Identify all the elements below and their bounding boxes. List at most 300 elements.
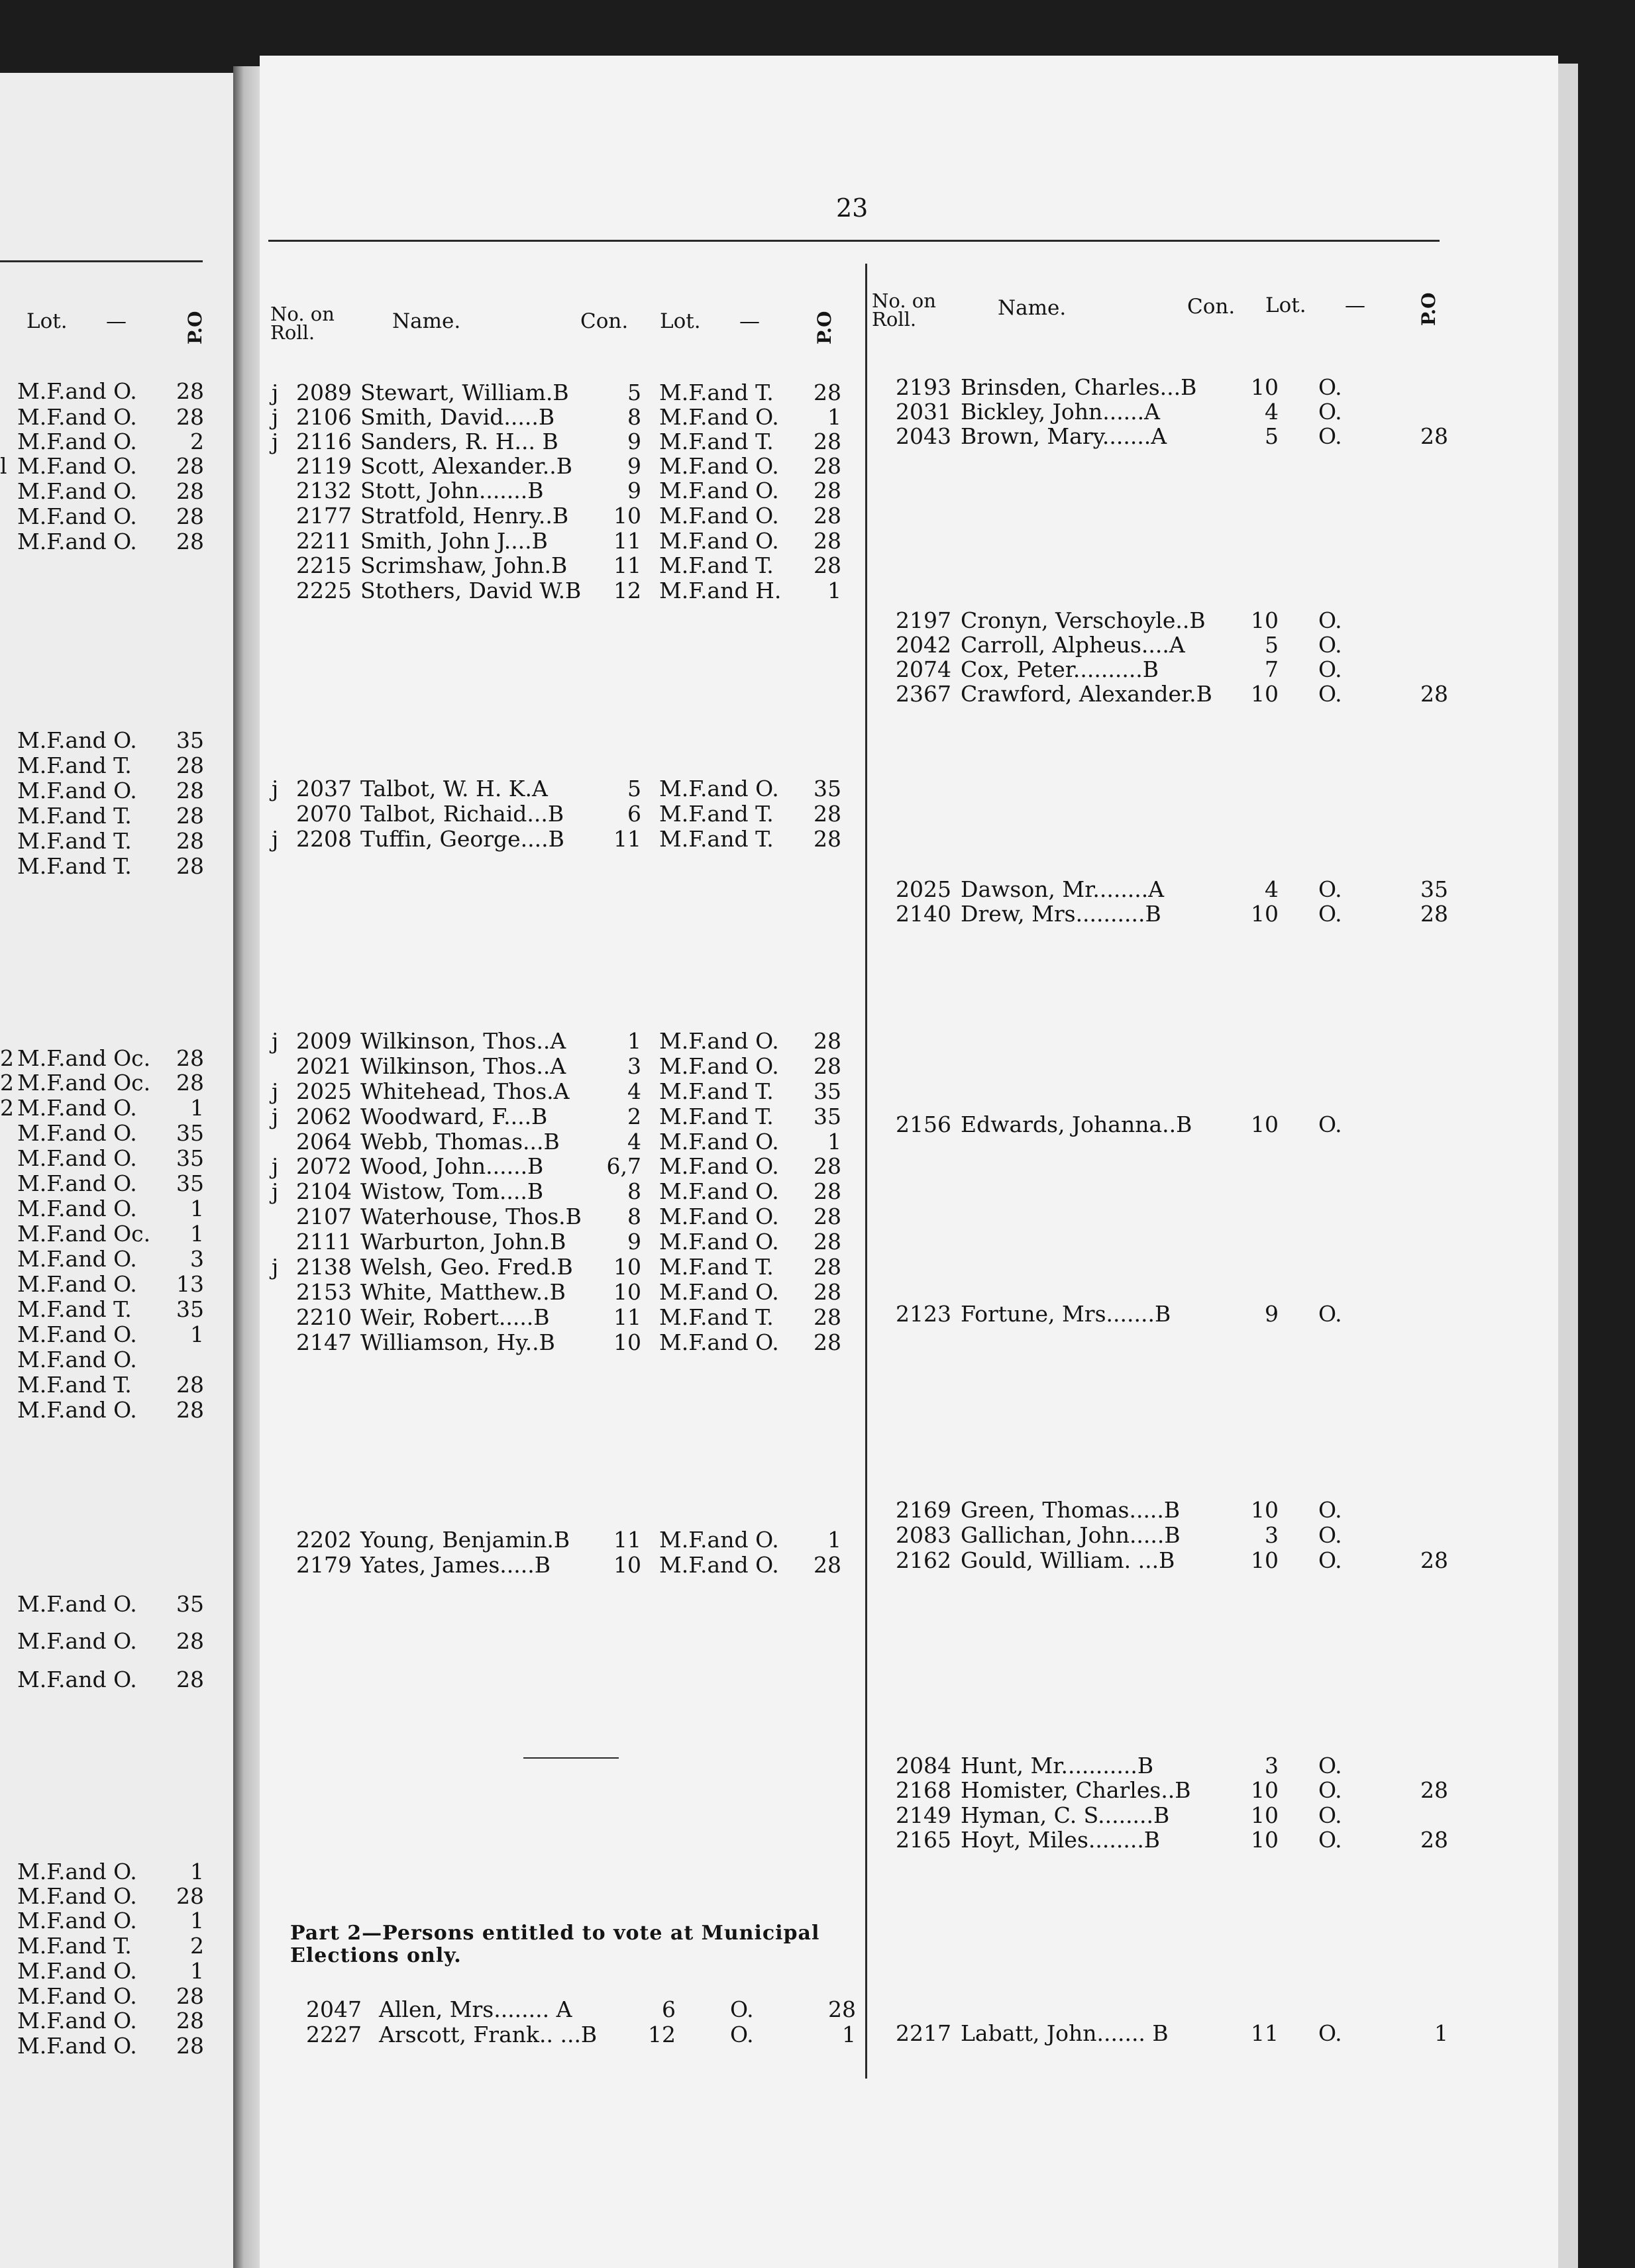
col1-concession: 10 <box>613 1329 641 1355</box>
col1-lot: M.F.and O. <box>659 1129 779 1155</box>
col1-lot-header: Lot. <box>660 309 701 333</box>
col1-roll-number: 2021 <box>296 1053 352 1079</box>
col1-concession: 11 <box>613 552 641 578</box>
left-fragment-po: 1 <box>190 1321 204 1347</box>
col1-po: 1 <box>827 1527 841 1553</box>
col2-roll-number: 2156 <box>896 1111 951 1137</box>
col2-name-header: Name. <box>998 296 1067 320</box>
left-fragment-po: 1 <box>190 1859 204 1884</box>
col1-voter-name: Young, Benjamin.B <box>360 1527 570 1553</box>
col1-lot: M.F.and O. <box>659 1329 779 1355</box>
col1-voter-name: Talbot, Richaid...B <box>360 801 564 827</box>
col2-voter-name: Hoyt, Miles........B <box>961 1827 1161 1853</box>
column-divider <box>865 264 867 2079</box>
col1-concession: 4 <box>627 1078 641 1104</box>
left-fragment-po: 28 <box>176 1628 204 1654</box>
col2-lot: O. <box>1318 1753 1342 1778</box>
col1-roll-number: 2106 <box>296 404 352 430</box>
col2-concession: 9 <box>1265 1301 1279 1327</box>
col2-lot: O. <box>1318 423 1342 449</box>
left-fragment-prefix: 2 <box>0 1045 14 1071</box>
col1-j-marker: j <box>272 1153 279 1179</box>
left-fragment-lot: M.F.and O. <box>17 429 137 454</box>
col1-po-header: P.O <box>814 311 835 344</box>
col2-lot: O. <box>1318 2020 1342 2046</box>
left-fragment-lot: M.F.and O. <box>17 1667 137 1692</box>
col1-po: 28 <box>814 826 841 852</box>
col1-po: 28 <box>814 801 841 827</box>
left-fragment-lot: M.F.and O. <box>17 727 137 753</box>
col2-voter-name: Drew, Mrs..........B <box>961 901 1161 927</box>
left-fragment-lot: M.F.and O. <box>17 1628 137 1654</box>
col1-po: 35 <box>814 776 841 801</box>
col1-concession: 9 <box>627 429 641 454</box>
col2-roll-number: 2165 <box>896 1827 951 1853</box>
col1-roll-number: 2062 <box>296 1104 352 1129</box>
col1-j-marker: j <box>272 429 279 454</box>
col2-lot: O. <box>1318 1827 1342 1853</box>
left-fragment-po: 28 <box>176 1397 204 1423</box>
col2-concession: 5 <box>1265 632 1279 658</box>
col1-voter-name: Warburton, John.B <box>360 1229 566 1255</box>
left-fragment-lot: M.F.and O. <box>17 1983 137 2009</box>
col2-voter-name: Gallichan, John.....B <box>961 1522 1181 1548</box>
col2-roll-number: 2140 <box>896 901 951 927</box>
col2-voter-name: Brown, Mary.......A <box>961 423 1167 449</box>
col1-po: 28 <box>814 1028 841 1054</box>
col2-lot: O. <box>1318 1547 1342 1573</box>
col1-concession: 3 <box>627 1053 641 1079</box>
part2-lot: O. <box>730 2022 754 2047</box>
col2-po: 28 <box>1420 1827 1448 1853</box>
col1-roll-number: 2132 <box>296 478 352 503</box>
col2-concession: 3 <box>1265 1753 1279 1778</box>
col1-j-marker: j <box>272 826 279 852</box>
col2-po: 28 <box>1420 1547 1448 1573</box>
col1-roll-number: 2119 <box>296 453 352 479</box>
left-fragment-lot: M.F.and O. <box>17 1347 137 1372</box>
left-fragment-lot: M.F.and T. <box>17 828 132 854</box>
left-fragment-prefix: 2 <box>0 1095 14 1121</box>
left-fragment-lot: M.F.and O. <box>17 1908 137 1933</box>
col1-roll-number: 2107 <box>296 1204 352 1229</box>
left-fragment-po: 28 <box>176 1045 204 1071</box>
col1-po: 28 <box>814 1053 841 1079</box>
left-fragment-po: 28 <box>176 1667 204 1692</box>
col1-roll-number: 2225 <box>296 578 352 603</box>
col1-concession: 10 <box>613 1552 641 1578</box>
col1-voter-name: Scott, Alexander..B <box>360 453 572 479</box>
part2-roll-number: 2047 <box>306 1996 362 2022</box>
left-fragment-po: 28 <box>176 378 204 404</box>
part-2-heading: Part 2—Persons entitled to vote at Municipal Elections only. <box>290 1922 820 1967</box>
left-fragment-po: 1 <box>190 1958 204 1984</box>
left-po-header: P.O <box>184 311 206 344</box>
col2-voter-name: Gould, William. ...B <box>961 1547 1175 1573</box>
col1-po: 28 <box>814 1204 841 1229</box>
col1-lot: M.F.and O. <box>659 1279 779 1305</box>
left-fragment-lot: M.F.and O. <box>17 529 137 554</box>
col2-voter-name: Crawford, Alexander.B <box>961 681 1212 707</box>
col1-roll-number: 2111 <box>296 1229 352 1255</box>
col1-lot: M.F.and T. <box>659 826 774 852</box>
col2-roll-number: 2193 <box>896 374 951 400</box>
col1-lot: M.F.and O. <box>659 1552 779 1578</box>
col2-roll-number: 2084 <box>896 1753 951 1778</box>
left-fragment-lot: M.F.and O. <box>17 453 137 479</box>
col1-voter-name: Wood, John......B <box>360 1153 544 1179</box>
left-fragment-lot: M.F.and O. <box>17 478 137 504</box>
col1-po: 28 <box>814 380 841 405</box>
col1-voter-name: Wilkinson, Thos..A <box>360 1053 566 1079</box>
col2-concession: 11 <box>1251 2020 1279 2046</box>
col1-name-header: Name. <box>392 309 461 333</box>
col1-po: 28 <box>814 429 841 454</box>
left-fragment-lot: M.F.and O. <box>17 1958 137 1984</box>
col1-lot: M.F.and O. <box>659 1178 779 1204</box>
col2-concession: 4 <box>1265 399 1279 425</box>
col2-concession: 5 <box>1265 423 1279 449</box>
col2-lot-header: Lot. <box>1265 293 1306 317</box>
col1-voter-name: Stothers, David W.B <box>360 578 582 603</box>
col1-concession: 1 <box>627 1028 641 1054</box>
left-fragment-lot: M.F.and O. <box>17 1246 137 1272</box>
col1-voter-name: Waterhouse, Thos.B <box>360 1204 582 1229</box>
left-fragment-po: 28 <box>176 1070 204 1096</box>
col1-voter-name: Tuffin, George....B <box>360 826 564 852</box>
col1-j-marker: j <box>272 776 279 801</box>
left-fragment-po: 35 <box>176 1170 204 1196</box>
part2-voter-name: Arscott, Frank.. ...B <box>379 2022 598 2047</box>
col1-lot: M.F.and T. <box>659 1254 774 1280</box>
left-lot-header: Lot. <box>26 309 68 333</box>
col1-voter-name: Scrimshaw, John.B <box>360 552 568 578</box>
col1-voter-name: Welsh, Geo. Fred.B <box>360 1254 573 1280</box>
col2-concession: 10 <box>1251 681 1279 707</box>
col2-po: 1 <box>1434 2020 1448 2046</box>
left-fragment-po: 13 <box>176 1271 204 1297</box>
col2-roll-number: 2217 <box>896 2020 951 2046</box>
col1-lot: M.F.and T. <box>659 801 774 827</box>
col1-po: 1 <box>827 1129 841 1155</box>
col2-voter-name: Green, Thomas.....B <box>961 1497 1181 1523</box>
col2-lot: O. <box>1318 656 1342 682</box>
left-fragment-po: 35 <box>176 1591 204 1617</box>
col2-lot: O. <box>1318 1497 1342 1523</box>
section-end-rule <box>523 1757 619 1759</box>
left-fragment-po: 35 <box>176 1120 204 1146</box>
col1-concession: 10 <box>613 503 641 529</box>
col1-con-header: Con. <box>580 309 629 333</box>
col1-roll-number: 2138 <box>296 1254 352 1280</box>
col1-lot: M.F.and H. <box>659 578 782 603</box>
left-fragment-lot: M.F.and O. <box>17 1397 137 1423</box>
left-fragment-lot: M.F.and O. <box>17 1095 137 1121</box>
col1-voter-name: Webb, Thomas...B <box>360 1129 560 1155</box>
left-fragment-po: 2 <box>190 1933 204 1959</box>
left-fragment-po: 28 <box>176 2008 204 2034</box>
left-fragment-lot: M.F.and O. <box>17 1591 137 1617</box>
left-fragment-po: 28 <box>176 828 204 854</box>
left-fragment-po: 1 <box>190 1196 204 1221</box>
col1-po: 35 <box>814 1104 841 1129</box>
col2-voter-name: Hyman, C. S........B <box>961 1802 1170 1828</box>
col2-lot: O. <box>1318 607 1342 633</box>
left-fragment-lot: M.F.and T. <box>17 1933 132 1959</box>
col2-voter-name: Cronyn, Verschoyle..B <box>961 607 1206 633</box>
col1-lot: M.F.and T. <box>659 429 774 454</box>
col2-roll-number: 2025 <box>896 876 951 902</box>
col1-lot: M.F.and O. <box>659 1053 779 1079</box>
col2-lot: O. <box>1318 1301 1342 1327</box>
left-fragment-po: 28 <box>176 2033 204 2059</box>
col1-roll-number: 2179 <box>296 1552 352 1578</box>
col1-po: 28 <box>814 1329 841 1355</box>
left-fragment-po: 28 <box>176 478 204 504</box>
col1-po: 1 <box>827 578 841 603</box>
part2-po: 28 <box>828 1996 856 2022</box>
left-fragment-po: 1 <box>190 1095 204 1121</box>
col1-voter-name: White, Matthew..B <box>360 1279 566 1305</box>
col1-voter-name: Weir, Robert.....B <box>360 1304 550 1330</box>
col2-concession: 10 <box>1251 901 1279 927</box>
left-fragment-po: 28 <box>176 404 204 430</box>
col2-po: 35 <box>1420 876 1448 902</box>
col1-po: 28 <box>814 1229 841 1255</box>
col1-voter-name: Stratfold, Henry..B <box>360 503 569 529</box>
left-fragment-po: 35 <box>176 1145 204 1171</box>
col1-lot: M.F.and O. <box>659 528 779 554</box>
col1-po: 1 <box>827 404 841 430</box>
left-fragment-lot: M.F.and O. <box>17 1196 137 1221</box>
col2-po: 28 <box>1420 423 1448 449</box>
left-fragment-lot: M.F.and O. <box>17 1120 137 1146</box>
col1-po: 28 <box>814 1254 841 1280</box>
col1-lot: M.F.and O. <box>659 1028 779 1054</box>
col2-lot: O. <box>1318 1802 1342 1828</box>
left-fragment-po: 28 <box>176 1372 204 1398</box>
col2-voter-name: Edwards, Johanna..B <box>961 1111 1192 1137</box>
col1-lot: M.F.and O. <box>659 1204 779 1229</box>
col1-concession: 9 <box>627 453 641 479</box>
col1-lot: M.F.and T. <box>659 552 774 578</box>
col2-roll-number: 2042 <box>896 632 951 658</box>
col1-roll-number: 2037 <box>296 776 352 801</box>
col2-concession: 7 <box>1265 656 1279 682</box>
left-fragment-lot: M.F.and O. <box>17 503 137 529</box>
col2-roll-number: 2367 <box>896 681 951 707</box>
col1-po: 28 <box>814 528 841 554</box>
col1-concession: 8 <box>627 1204 641 1229</box>
col2-concession: 10 <box>1251 1802 1279 1828</box>
col1-voter-name: Williamson, Hy..B <box>360 1329 555 1355</box>
col1-voter-name: Smith, David.....B <box>360 404 555 430</box>
col2-voter-name: Bickley, John......A <box>961 399 1160 425</box>
col1-roll-number: 2009 <box>296 1028 352 1054</box>
left-fragment-po: 1 <box>190 1221 204 1247</box>
col1-concession: 9 <box>627 478 641 503</box>
col2-po-header: P.O <box>1418 292 1440 326</box>
col2-dash-header: — <box>1345 293 1365 317</box>
col1-lot: M.F.and O. <box>659 776 779 801</box>
left-fragment-lot: M.F.and Oc. <box>17 1221 151 1247</box>
left-header-rule <box>0 260 203 262</box>
col2-lot: O. <box>1318 681 1342 707</box>
left-fragment-po: 28 <box>176 1883 204 1909</box>
page-number: 23 <box>836 193 869 223</box>
col2-voter-name: Homister, Charles..B <box>961 1777 1191 1803</box>
col1-lot: M.F.and O. <box>659 478 779 503</box>
col2-voter-name: Labatt, John....... B <box>961 2020 1169 2046</box>
part2-voter-name: Allen, Mrs........ A <box>379 1996 572 2022</box>
col1-roll-number: 2208 <box>296 826 352 852</box>
left-fragment-po: 28 <box>176 1983 204 2009</box>
col2-concession: 3 <box>1265 1522 1279 1548</box>
col2-roll-number: 2123 <box>896 1301 951 1327</box>
col2-po: 28 <box>1420 1777 1448 1803</box>
col1-lot: M.F.and O. <box>659 1153 779 1179</box>
col2-concession: 10 <box>1251 607 1279 633</box>
col1-po: 28 <box>814 503 841 529</box>
left-fragment-lot: M.F.and O. <box>17 2033 137 2059</box>
col2-voter-name: Hunt, Mr...........B <box>961 1753 1154 1778</box>
col1-j-marker: j <box>272 404 279 430</box>
col1-roll-number: 2116 <box>296 429 352 454</box>
left-fragment-lot: M.F.and T. <box>17 853 132 879</box>
col2-roll-number: 2162 <box>896 1547 951 1573</box>
col2-concession: 10 <box>1251 1827 1279 1853</box>
col1-po: 28 <box>814 478 841 503</box>
col2-po: 28 <box>1420 681 1448 707</box>
col1-concession: 5 <box>627 380 641 405</box>
left-fragment-lot: M.F.and O. <box>17 778 137 803</box>
col1-lot: M.F.and T. <box>659 380 774 405</box>
col1-voter-name: Talbot, W. H. K.A <box>360 776 548 801</box>
col1-concession: 12 <box>613 578 641 603</box>
left-fragment-po: 28 <box>176 778 204 803</box>
col1-po: 28 <box>814 1153 841 1179</box>
col1-concession: 9 <box>627 1229 641 1255</box>
col2-voter-name: Fortune, Mrs.......B <box>961 1301 1171 1327</box>
left-fragment-po: 28 <box>176 453 204 479</box>
left-fragment-lot: M.F.and O. <box>17 1859 137 1884</box>
col2-lot: O. <box>1318 876 1342 902</box>
left-fragment-lot: M.F.and O. <box>17 1271 137 1297</box>
col1-concession: 11 <box>613 826 641 852</box>
col1-concession: 10 <box>613 1279 641 1305</box>
col2-roll-number: 2168 <box>896 1777 951 1803</box>
col1-lot: M.F.and O. <box>659 404 779 430</box>
left-fragment-lot: M.F.and T. <box>17 1372 132 1398</box>
left-fragment-lot: M.F.and O. <box>17 1883 137 1909</box>
part2-concession: 6 <box>662 1996 676 2022</box>
col1-concession: 6 <box>627 801 641 827</box>
col1-lot: M.F.and O. <box>659 503 779 529</box>
left-fragment-prefix: 2 <box>0 1070 14 1096</box>
col2-concession: 10 <box>1251 1111 1279 1137</box>
book-gutter <box>233 66 260 2268</box>
col1-roll-number: 2104 <box>296 1178 352 1204</box>
col1-lot: M.F.and O. <box>659 1229 779 1255</box>
col2-roll-number: 2031 <box>896 399 951 425</box>
col1-roll-number: 2070 <box>296 801 352 827</box>
col2-po: 28 <box>1420 901 1448 927</box>
part2-roll-number: 2227 <box>306 2022 362 2047</box>
left-fragment-po: 1 <box>190 1908 204 1933</box>
col1-concession: 11 <box>613 1527 641 1553</box>
col1-roll-number: 2202 <box>296 1527 352 1553</box>
col1-concession: 5 <box>627 776 641 801</box>
col1-voter-name: Stewart, William.B <box>360 380 569 405</box>
left-fragment-lot: M.F.and O. <box>17 1321 137 1347</box>
col1-concession: 6,7 <box>606 1153 641 1179</box>
col2-roll-number: 2197 <box>896 607 951 633</box>
col2-roll-number: 2169 <box>896 1497 951 1523</box>
col2-lot: O. <box>1318 901 1342 927</box>
left-fragment-po: 28 <box>176 529 204 554</box>
left-fragment-po: 2 <box>190 429 204 454</box>
col2-roll-number: 2074 <box>896 656 951 682</box>
col1-voter-name: Yates, James.....B <box>360 1552 551 1578</box>
col1-concession: 11 <box>613 1304 641 1330</box>
col1-po: 35 <box>814 1078 841 1104</box>
col2-roll-header: No. on Roll. <box>872 289 936 331</box>
col1-roll-number: 2177 <box>296 503 352 529</box>
col1-po: 28 <box>814 1304 841 1330</box>
col1-voter-name: Woodward, F....B <box>360 1104 548 1129</box>
col1-lot: M.F.and T. <box>659 1078 774 1104</box>
col1-voter-name: Stott, John.......B <box>360 478 544 503</box>
col2-voter-name: Carroll, Alpheus....A <box>961 632 1185 658</box>
col1-roll-number: 2210 <box>296 1304 352 1330</box>
col2-lot: O. <box>1318 1777 1342 1803</box>
col1-j-marker: j <box>272 1028 279 1054</box>
left-fragment-lot: M.F.and Oc. <box>17 1070 151 1096</box>
part2-concession: 12 <box>648 2022 676 2047</box>
left-fragment-lot: M.F.and O. <box>17 378 137 404</box>
col1-j-marker: j <box>272 1078 279 1104</box>
col1-j-marker: j <box>272 1104 279 1129</box>
col1-concession: 10 <box>613 1254 641 1280</box>
col2-lot: O. <box>1318 1522 1342 1548</box>
left-fragment-po: 28 <box>176 752 204 778</box>
left-fragment-prefix: l <box>0 453 7 479</box>
col1-concession: 8 <box>627 404 641 430</box>
left-fragment-po: 35 <box>176 1296 204 1322</box>
left-fragment-lot: M.F.and O. <box>17 1170 137 1196</box>
col1-concession: 4 <box>627 1129 641 1155</box>
col1-po: 28 <box>814 453 841 479</box>
col2-lot: O. <box>1318 1111 1342 1137</box>
col1-po: 28 <box>814 1279 841 1305</box>
col1-roll-number: 2072 <box>296 1153 352 1179</box>
col1-voter-name: Wilkinson, Thos..A <box>360 1028 566 1054</box>
col2-roll-number: 2043 <box>896 423 951 449</box>
left-fragment-lot: M.F.and T. <box>17 752 132 778</box>
col1-dash-header: — <box>739 309 760 333</box>
col1-lot: M.F.and T. <box>659 1304 774 1330</box>
col1-concession: 2 <box>627 1104 641 1129</box>
col1-lot: M.F.and T. <box>659 1104 774 1129</box>
page-edge <box>1558 64 1578 2268</box>
left-fragment-po: 35 <box>176 727 204 753</box>
col1-roll-number: 2153 <box>296 1279 352 1305</box>
part2-lot: O. <box>730 1996 754 2022</box>
col1-po: 28 <box>814 1178 841 1204</box>
col2-lot: O. <box>1318 399 1342 425</box>
col2-voter-name: Brinsden, Charles...B <box>961 374 1197 400</box>
col2-voter-name: Cox, Peter..........B <box>961 656 1159 682</box>
